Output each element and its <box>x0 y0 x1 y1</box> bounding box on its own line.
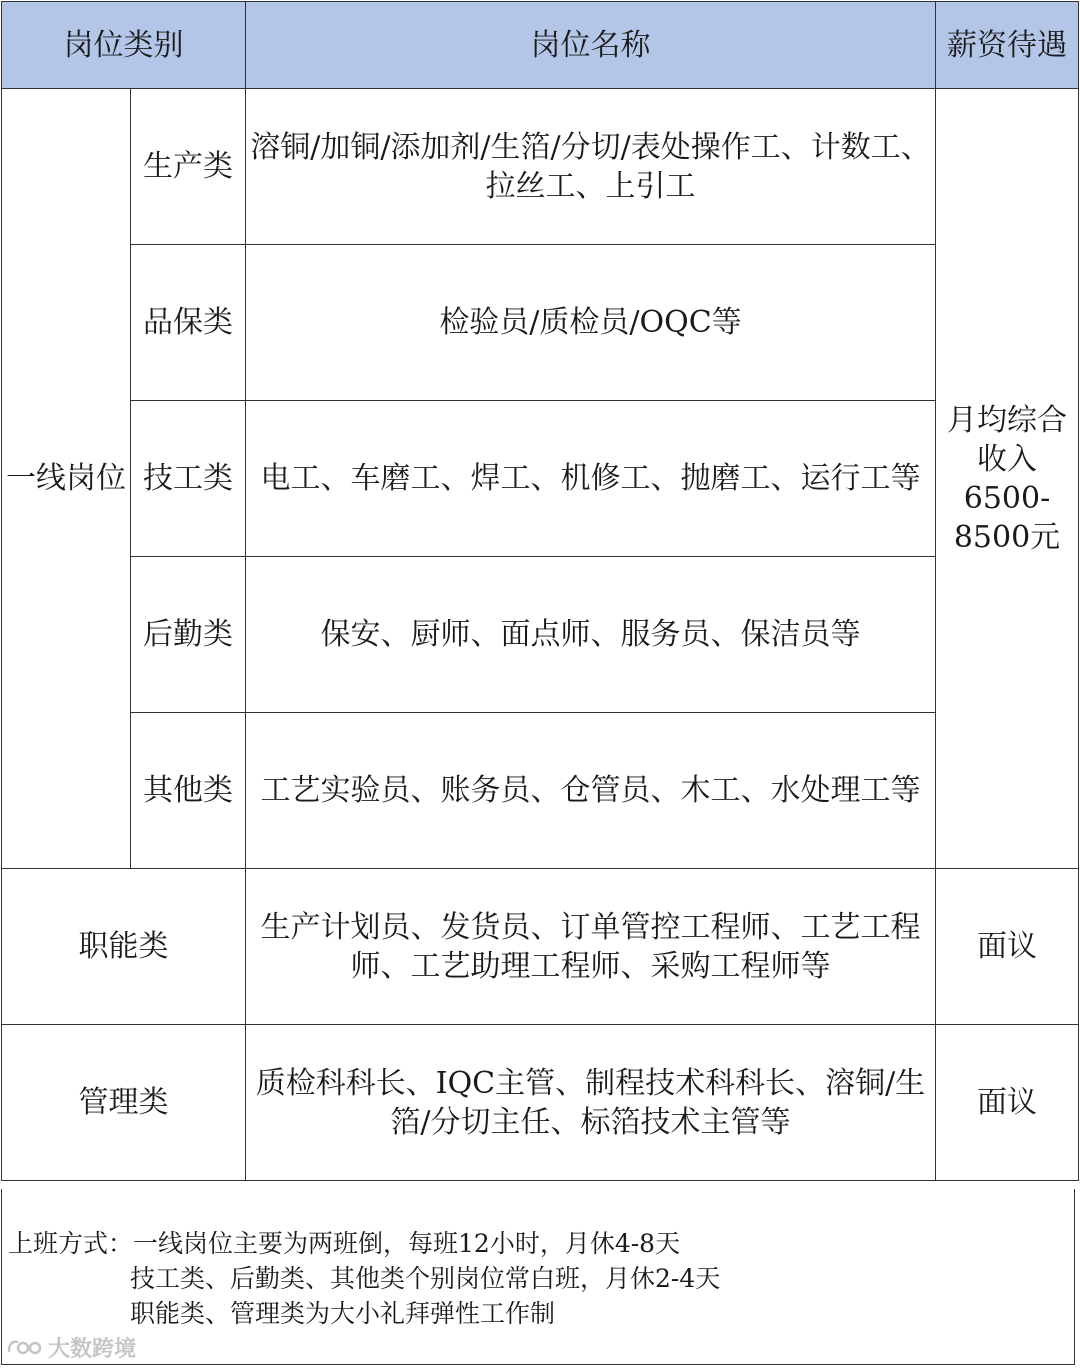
header-category: 岗位类别 <box>2 2 246 89</box>
header-salary: 薪资待遇 <box>936 2 1079 89</box>
table-row <box>2 557 1079 713</box>
subcategory-cell: 技工类 <box>131 401 246 557</box>
subcategory-cell: 生产类 <box>131 89 246 245</box>
management-label: 管理类 <box>2 1025 246 1181</box>
table-row <box>2 401 1079 557</box>
subcategory-cell: 其他类 <box>131 713 246 869</box>
functional-label: 职能类 <box>2 869 246 1025</box>
job-table <box>1 1 1079 1181</box>
subcategory-cell: 品保类 <box>131 245 246 401</box>
notes-line-1: 上班方式：一线岗位主要为两班倒，每班12小时，月休4-8天 <box>8 1229 681 1258</box>
header-position: 岗位名称 <box>246 2 936 89</box>
brand-logo-icon <box>6 1336 42 1358</box>
watermark <box>6 1332 136 1362</box>
position-cell: 电工、车磨工、焊工、机修工、抛磨工、运行工等 <box>246 401 936 557</box>
position-cell: 工艺实验员、账务员、仓管员、木工、水处理工等 <box>246 713 936 869</box>
table-row <box>2 1025 1079 1181</box>
subcategory-cell: 后勤类 <box>131 557 246 713</box>
management-positions: 质检科科长、IQC主管、制程技术科科长、溶铜/生箔/分切主任、标箔技术主管等 <box>246 1025 936 1181</box>
work-schedule-notes <box>1 1189 1075 1365</box>
table-row <box>2 245 1079 401</box>
table-header-row <box>2 2 1079 89</box>
watermark-text: 大数跨境 <box>48 1336 137 1362</box>
position-cell: 保安、厨师、面点师、服务员、保洁员等 <box>246 557 936 713</box>
frontline-salary-cell: 月均综合收入6500-8500元 <box>936 89 1079 869</box>
management-salary: 面议 <box>936 1025 1079 1181</box>
notes-line-2: 技工类、后勤类、其他类个别岗位常白班，月休2-4天 <box>130 1264 721 1293</box>
table-row <box>2 89 1079 245</box>
table-row <box>2 869 1079 1025</box>
table-row <box>2 713 1079 869</box>
frontline-group-label: 一线岗位 <box>2 89 131 869</box>
position-cell: 溶铜/加铜/添加剂/生箔/分切/表处操作工、计数工、拉丝工、上引工 <box>246 89 936 245</box>
functional-positions: 生产计划员、发货员、订单管控工程师、工艺工程师、工艺助理工程师、采购工程师等 <box>246 869 936 1025</box>
functional-salary: 面议 <box>936 869 1079 1025</box>
notes-line-3: 职能类、管理类为大小礼拜弹性工作制 <box>130 1299 556 1328</box>
position-cell: 检验员/质检员/OQC等 <box>246 245 936 401</box>
